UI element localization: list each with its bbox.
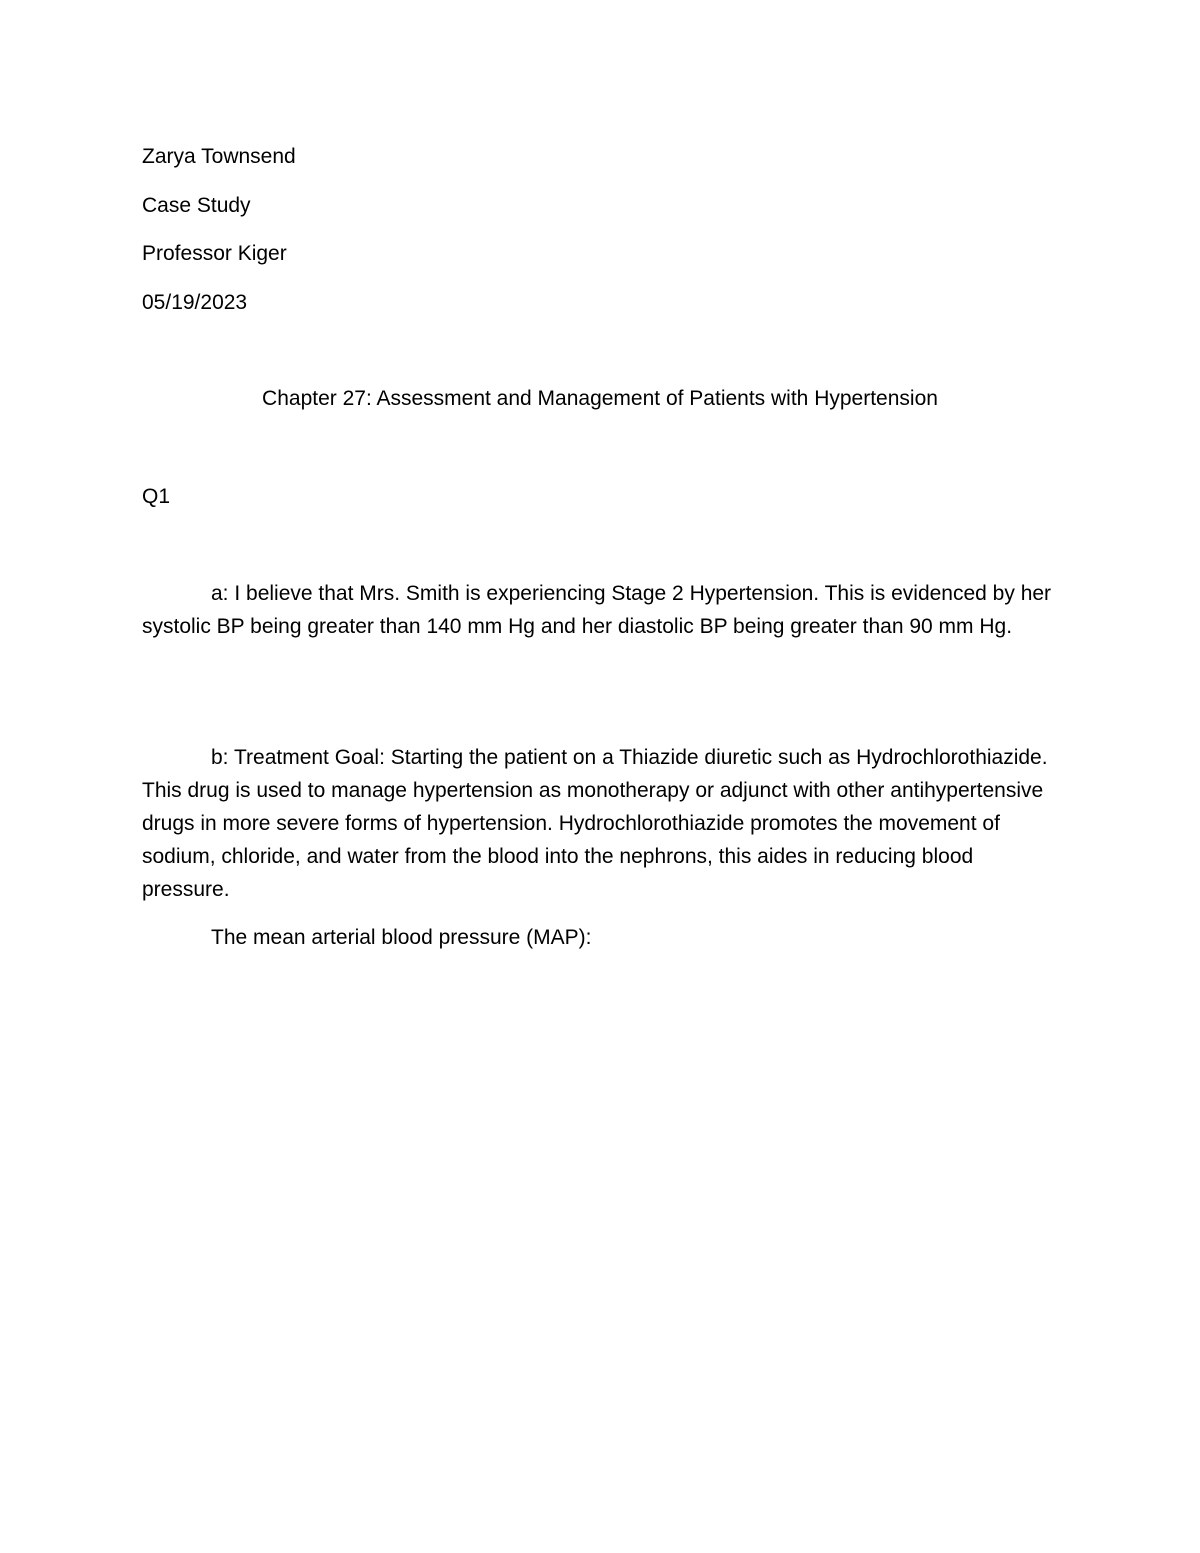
document-date: 05/19/2023 [142,291,248,314]
author-name: Zarya Townsend [142,145,296,168]
professor-name: Professor Kiger [142,242,287,265]
map-paragraph: The mean arterial blood pressure (MAP): [211,926,592,949]
assignment-type: Case Study [142,194,251,217]
answer-b-paragraph: b: Treatment Goal: Starting the patient on a Thiazide diuretic such as Hydrochlorothiazide. This drug is used to manage hypertension as monotherapy or adjunct with other antihypertensive drugs in more severe forms of hypertension. Hydrochlorothiazide promotes the movement of sodium, chloride, and water from the blood into the nephrons, this aides in reducing blood pressure. [142,746,1048,901]
question-label: Q1 [142,485,171,508]
document-title: Chapter 27: Assessment and Management of Patients with Hypertension [262,387,938,410]
answer-a-paragraph: a: I believe that Mrs. Smith is experiencing Stage 2 Hypertension. This is evidenced by her systolic BP being greater than 140 mm Hg and her diastolic BP being greater than 90 mm Hg. [142,582,1052,638]
